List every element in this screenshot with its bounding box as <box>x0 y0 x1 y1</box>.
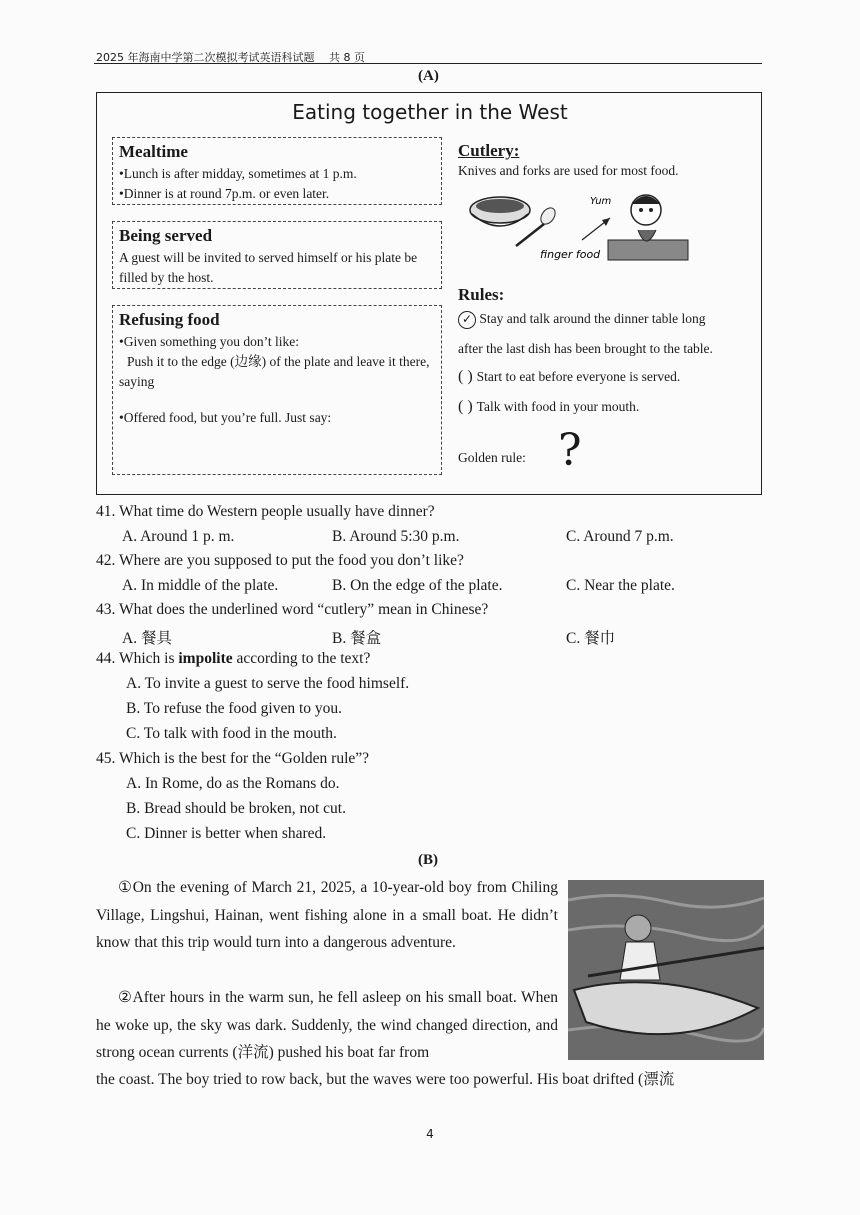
rule1-text-a: Stay and talk around the dinner table long <box>479 311 706 326</box>
mealtime-line1: •Lunch is after midday, sometimes at 1 p.m. <box>119 166 357 181</box>
question-44 <box>96 650 370 668</box>
boy-in-kayak-photo <box>568 880 764 1060</box>
refusing-box <box>112 305 442 475</box>
cutlery-heading: Cutlery: <box>458 141 520 160</box>
header-rule <box>94 63 762 64</box>
cutlery-illustration <box>460 182 710 272</box>
being-served-box <box>112 221 442 289</box>
box-title: Eating together in the West <box>292 100 568 124</box>
rule2 <box>458 368 680 386</box>
question-mark-icon: ? <box>558 425 582 476</box>
q41-option-c: C. Around 7 p.m. <box>566 528 674 545</box>
rule2-text: Start to eat before everyone is served. <box>476 369 681 384</box>
page-number: 4 <box>426 1127 434 1141</box>
refusing-line3: •Offered food, but you’re full. Just say: <box>119 410 332 425</box>
passage-paragraph-1: ①On the evening of March 21, 2025, a 10-year-old boy from Chiling Village, Lingshui, Hainan, went fishing alone in a small boat. He didn’t know that this trip would turn into a dangerous adventure. <box>96 879 558 951</box>
q43-option-a: A. 餐具 <box>122 630 172 647</box>
q44-option-a: A. To invite a guest to serve the food himself. <box>126 675 410 692</box>
q44-pre: 44. Which is <box>96 650 179 667</box>
q44-post: according to the text? <box>232 650 371 667</box>
q44-option-c: C. To talk with food in the mouth. <box>126 725 337 742</box>
mealtime-box <box>112 137 442 205</box>
q42-option-a: A. In middle of the plate. <box>122 577 279 594</box>
passage-paragraph-2b: the coast. The boy tried to row back, but the waves were too powerful. His boat drifted (漂流 <box>96 1071 675 1088</box>
mealtime-line2: •Dinner is at round 7p.m. or even later. <box>119 186 330 201</box>
q42-option-b: B. On the edge of the plate. <box>332 577 503 594</box>
being-served-text: A guest will be invited to served himself or his plate be filled by the host. <box>119 250 418 285</box>
mealtime-heading: Mealtime <box>119 142 188 161</box>
check-icon: ✓ <box>458 311 476 329</box>
rule3-text: Talk with food in your mouth. <box>476 399 640 414</box>
bowl-icon <box>470 197 530 226</box>
blank-bracket-icon: ( ) <box>458 398 477 415</box>
q45-option-a: A. In Rome, do as the Romans do. <box>126 775 340 792</box>
refusing-line1: •Given something you don’t like: <box>119 334 299 349</box>
section-b-label: (B) <box>418 852 438 868</box>
question-41: 41. What time do Western people usually have dinner? <box>96 503 435 520</box>
rule3 <box>458 398 639 416</box>
q45-option-c: C. Dinner is better when shared. <box>126 825 327 842</box>
q41-option-a: A. Around 1 p. m. <box>122 528 235 545</box>
q45-option-b: B. Bread should be broken, not cut. <box>126 800 346 817</box>
q43-option-b: B. 餐盒 <box>332 630 382 647</box>
q42-option-c: C. Near the plate. <box>566 577 675 594</box>
rules-heading: Rules: <box>458 285 505 304</box>
golden-rule-label: Golden rule: <box>458 450 526 465</box>
finger-food-label: finger food <box>540 248 601 261</box>
passage-paragraph-2a: ②After hours in the warm sun, he fell asleep on his small boat. When he woke up, the sky was dark. Suddenly, the wind changed direction, and strong ocean currents (洋流) pushed his boat far from <box>96 989 558 1061</box>
q44-bold: impolite <box>178 650 233 667</box>
being-served-heading: Being served <box>119 226 213 245</box>
q44-option-b: B. To refuse the food given to you. <box>126 700 343 717</box>
refusing-heading: Refusing food <box>119 310 220 329</box>
question-43: 43. What does the underlined word “cutlery” mean in Chinese? <box>96 601 489 618</box>
yum-label: Yum <box>590 196 612 207</box>
page-header: 2025 年海南中学第二次模拟考试英语科试题 共 8 页 <box>96 51 365 64</box>
cutlery-text: Knives and forks are used for most food. <box>458 163 679 178</box>
q43-option-c: C. 餐巾 <box>566 630 616 647</box>
refusing-line2: Push it to the edge (边缘) of the plate and leave it there, saying <box>119 354 430 389</box>
blank-bracket-icon: ( ) <box>458 368 477 385</box>
question-45: 45. Which is the best for the “Golden rule”? <box>96 750 370 767</box>
rule1 <box>458 311 705 329</box>
rule1-text-b: after the last dish has been brought to the table. <box>458 341 713 356</box>
section-a-label: (A) <box>418 68 439 84</box>
question-42: 42. Where are you supposed to put the food you don’t like? <box>96 552 464 569</box>
q41-option-b: B. Around 5:30 p.m. <box>332 528 460 545</box>
